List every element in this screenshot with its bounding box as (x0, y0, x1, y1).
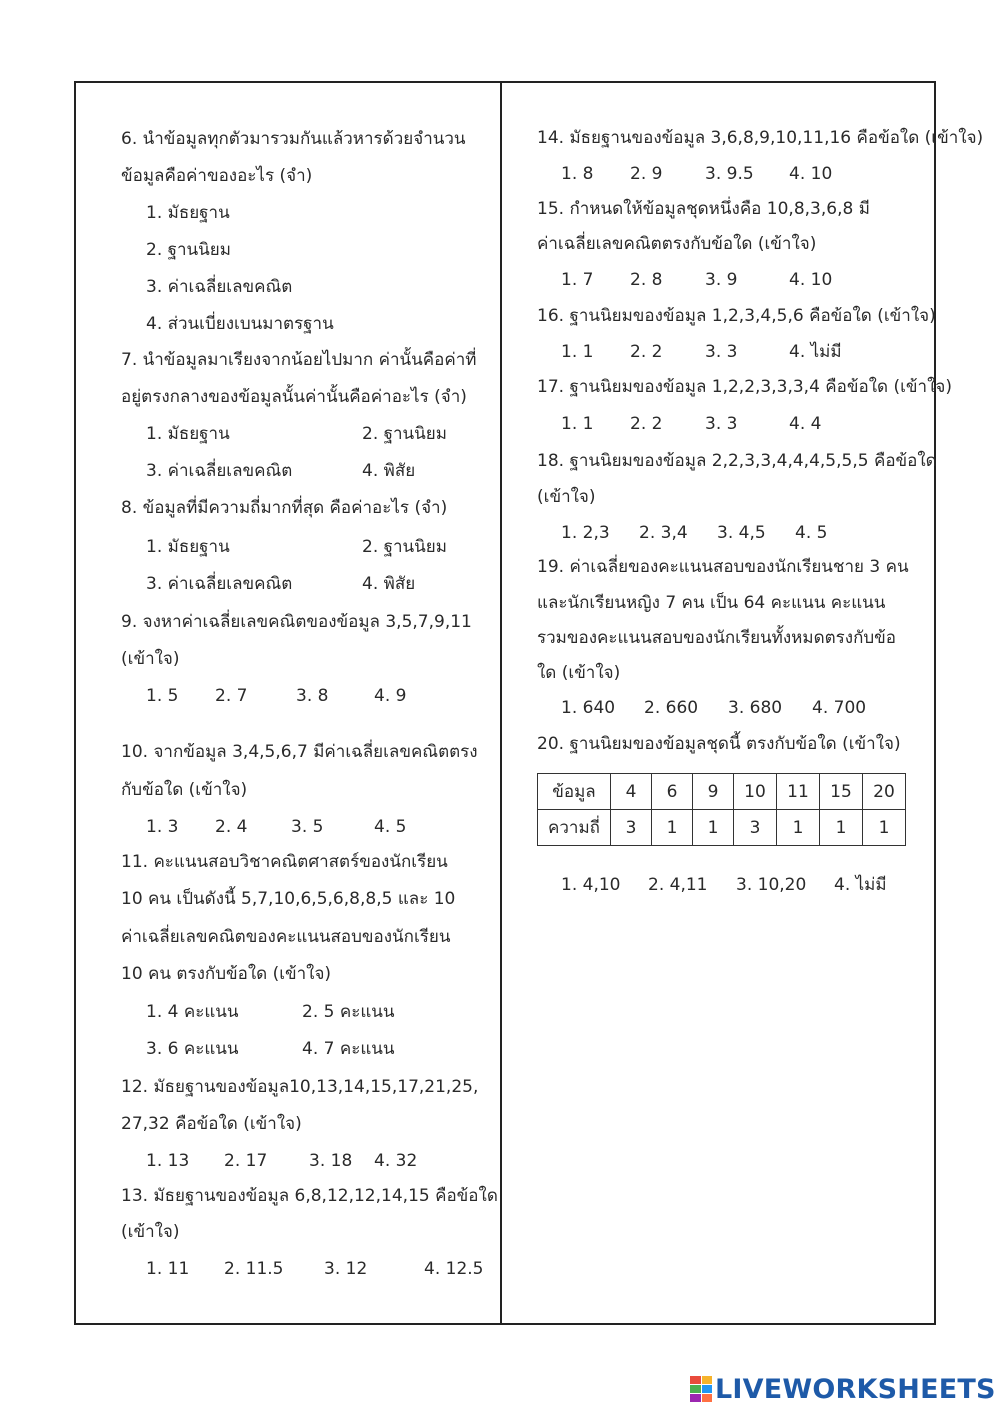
left_column-line: 1. 4 คะแนน (146, 1002, 239, 1022)
right_column-line: 2. 4,11 (648, 875, 708, 895)
left_column-line: 4. 7 คะแนน (302, 1039, 395, 1059)
left_column-line: 10. จากข้อมูล 3,4,5,6,7 มีค่าเฉลี่ยเลขคณิตตรง (121, 742, 478, 762)
left_column-line: 1. 13 (146, 1151, 190, 1171)
frequency-table (537, 773, 906, 846)
left_column-line: 3. 18 (309, 1151, 353, 1171)
right_column-line: 2. 3,4 (639, 523, 688, 543)
left_column-line: 2. ฐานนิยม (362, 424, 447, 444)
left_column-line: 4. พิสัย (362, 574, 416, 594)
right_column-line: 3. 680 (728, 698, 783, 718)
left_column-line: 4. 12.5 (424, 1259, 484, 1279)
right_column-line: 3. 4,5 (717, 523, 766, 543)
table-cell: 3 (611, 810, 652, 846)
table-cell: 6 (652, 774, 693, 810)
right_column-line: 4. 5 (795, 523, 828, 543)
right_column-line: 17. ฐานนิยมของข้อมูล 1,2,2,3,3,3,4 คือข้อใด (เข้าใจ) (537, 377, 952, 397)
right_column-line: 2. 8 (630, 270, 663, 290)
right_column-line: 3. 3 (705, 342, 738, 362)
left_column-line: 10 คน เป็นดังนี้ 5,7,10,6,5,6,8,8,5 และ 10 (121, 889, 456, 909)
right_column-line: 1. 8 (561, 164, 594, 184)
left_column-line: 4. 32 (374, 1151, 418, 1171)
right_column-line: 4. ไม่มี (834, 875, 887, 895)
right_column-line: รวมของคะแนนสอบของนักเรียนทั้งหมดตรงกับข้อ (537, 628, 897, 648)
right_column-line: (เข้าใจ) (537, 487, 596, 507)
right_column-line: 18. ฐานนิยมของข้อมูล 2,2,3,3,4,4,4,5,5,5 คือข้อใด (537, 451, 937, 471)
left_column-line: 3. 5 (291, 817, 324, 837)
right_column-line: 4. ไม่มี (789, 342, 842, 362)
right_column-line: 2. 2 (630, 414, 663, 434)
right_column-line: 3. 3 (705, 414, 738, 434)
right_column-line: 20. ฐานนิยมของข้อมูลชุดนี้ ตรงกับข้อใด (เข้าใจ) (537, 734, 901, 754)
logo-text: LIVEWORKSHEETS (715, 1373, 996, 1405)
left_column-line: 10 คน ตรงกับข้อใด (เข้าใจ) (121, 964, 332, 984)
right_column-line: 2. 9 (630, 164, 663, 184)
right_column-line: 3. 9.5 (705, 164, 754, 184)
right_column-line: 4. 4 (789, 414, 822, 434)
right_column-line: 1. 7 (561, 270, 594, 290)
left_column-line: 27,32 คือข้อใด (เข้าใจ) (121, 1114, 302, 1134)
right_column-line: 16. ฐานนิยมของข้อมูล 1,2,3,4,5,6 คือข้อใด (เข้าใจ) (537, 306, 936, 326)
left_column-line: 4. ส่วนเบี่ยงเบนมาตรฐาน (146, 314, 334, 334)
left_column-line: 2. 17 (224, 1151, 268, 1171)
left_column-line: (เข้าใจ) (121, 1222, 180, 1242)
left_column-line: 3. ค่าเฉลี่ยเลขคณิต (146, 461, 293, 481)
left_column-line: 4. 9 (374, 686, 407, 706)
left_column-line: (เข้าใจ) (121, 649, 180, 669)
left_column-line: 2. 11.5 (224, 1259, 284, 1279)
table-cell: 1 (863, 810, 906, 846)
right_column-line: 2. 660 (644, 698, 699, 718)
table-cell: 20 (863, 774, 906, 810)
left_column-line: 1. มัธยฐาน (146, 424, 230, 444)
left_column-line: 3. ค่าเฉลี่ยเลขคณิต (146, 277, 293, 297)
left_column-line: 1. มัธยฐาน (146, 203, 230, 223)
right_column-line: 3. 9 (705, 270, 738, 290)
left_column-line: 8. ข้อมูลที่มีความถี่มากที่สุด คือค่าอะไร (จำ) (121, 498, 448, 518)
table-cell: 11 (777, 774, 820, 810)
left_column-line: ข้อมูลคือค่าของอะไร (จำ) (121, 166, 313, 186)
right_column-line: 1. 640 (561, 698, 616, 718)
right_column-line: 15. กำหนดให้ข้อมูลชุดหนึ่งคือ 10,8,3,6,8 มี (537, 199, 870, 219)
right_column-line: 19. ค่าเฉลี่ยของคะแนนสอบของนักเรียนชาย 3 คน (537, 557, 909, 577)
liveworksheets-logo (690, 1372, 996, 1406)
left_column-line: 1. 5 (146, 686, 179, 706)
table-cell: 1 (820, 810, 863, 846)
left_column-line: 7. นำข้อมูลมาเรียงจากน้อยไปมาก ค่านั้นคือค่าที่ (121, 350, 477, 370)
right_column-line: 1. 2,3 (561, 523, 610, 543)
left_column-line: 3. 8 (296, 686, 329, 706)
column-divider (500, 81, 502, 1325)
right_column-line: ใด (เข้าใจ) (537, 663, 621, 683)
table-cell: 1 (693, 810, 734, 846)
right_column-line: 3. 10,20 (736, 875, 807, 895)
logo-blocks-icon (690, 1376, 712, 1402)
table-row (538, 810, 906, 846)
right_column-line: ค่าเฉลี่ยเลขคณิตตรงกับข้อใด (เข้าใจ) (537, 234, 817, 254)
left_column-line: 12. มัธยฐานของข้อมูล10,13,14,15,17,21,25, (121, 1077, 479, 1097)
left_column-line: 13. มัธยฐานของข้อมูล 6,8,12,12,14,15 คือข้อใด (121, 1186, 498, 1206)
left_column-line: อยู่ตรงกลางของข้อมูลนั้นค่านั้นคือค่าอะไร (จำ) (121, 387, 467, 407)
left_column-line: 3. ค่าเฉลี่ยเลขคณิต (146, 574, 293, 594)
right_column-line: 1. 1 (561, 414, 594, 434)
left_column-line: 3. 12 (324, 1259, 368, 1279)
table-cell: 1 (777, 810, 820, 846)
left_column-line: 2. 7 (215, 686, 248, 706)
left_column-line: 3. 6 คะแนน (146, 1039, 239, 1059)
table-cell: 4 (611, 774, 652, 810)
right_column-line: 14. มัธยฐานของข้อมูล 3,6,8,9,10,11,16 คือข้อใด (เข้าใจ) (537, 128, 984, 148)
right_column-line: 1. 1 (561, 342, 594, 362)
left_column-line: 2. ฐานนิยม (146, 240, 231, 260)
left_column-line: 11. คะแนนสอบวิชาคณิตศาสตร์ของนักเรียน (121, 852, 448, 872)
right_column-line: 2. 2 (630, 342, 663, 362)
right_column-line: 4. 10 (789, 164, 833, 184)
left_column-line: 4. 5 (374, 817, 407, 837)
right_column-line: 1. 4,10 (561, 875, 621, 895)
left_column-line: 1. 3 (146, 817, 179, 837)
table-row-header: ข้อมูล (538, 774, 611, 810)
right_column-line: และนักเรียนหญิง 7 คน เป็น 64 คะแนน คะแนน (537, 593, 886, 613)
left_column-line: 2. 5 คะแนน (302, 1002, 395, 1022)
table-cell: 3 (734, 810, 777, 846)
left_column-line: 9. จงหาค่าเฉลี่ยเลขคณิตของข้อมูล 3,5,7,9,11 (121, 612, 472, 632)
left_column-line: 2. 4 (215, 817, 248, 837)
right_column-line: 4. 700 (812, 698, 867, 718)
left_column-line: 1. มัธยฐาน (146, 537, 230, 557)
table-cell: 10 (734, 774, 777, 810)
left_column-line: ค่าเฉลี่ยเลขคณิตของคะแนนสอบของนักเรียน (121, 927, 451, 947)
right_column-line: 4. 10 (789, 270, 833, 290)
left_column-line: 6. นำข้อมูลทุกตัวมารวมกันแล้วหารด้วยจำนวน (121, 129, 466, 149)
table-cell: 9 (693, 774, 734, 810)
table-cell: 15 (820, 774, 863, 810)
table-row-header: ความถี่ (538, 810, 611, 846)
left_column-line: 4. พิสัย (362, 461, 416, 481)
table-row (538, 774, 906, 810)
worksheet-frame (74, 81, 936, 1325)
left_column-line: 1. 11 (146, 1259, 190, 1279)
left_column-line: กับข้อใด (เข้าใจ) (121, 780, 248, 800)
left_column-line: 2. ฐานนิยม (362, 537, 447, 557)
table-cell: 1 (652, 810, 693, 846)
